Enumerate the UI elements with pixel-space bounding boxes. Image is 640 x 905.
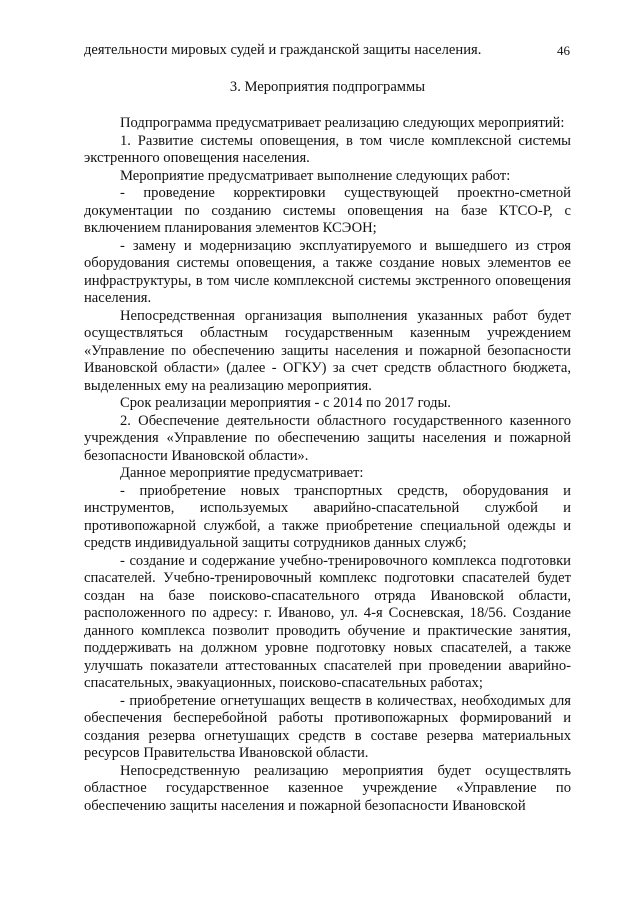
paragraph: - замену и модернизацию эксплуатируемого и вышедшего из строя оборудования системы оповещения, а также создание новых элементов ее инфраструктуры, в том числе комплексной системы экстренного оповещения населения. [84,237,571,306]
page-number: 46 [557,43,570,58]
paragraph: - приобретение новых транспортных средств, оборудования и инструментов, используемых аварийно-спасательной службой и противопожарной службой, а также приобретение специальной одежды и средств индивидуальной защиты сотрудников данных служб; [84,482,571,551]
paragraph: 2. Обеспечение деятельности областного государственного казенного учреждения «Управление по обеспечению защиты населения и пожарной безопасности Ивановской области». [84,412,571,464]
paragraph: - создание и содержание учебно-тренировочного комплекса подготовки спасателей. Учебно-тренировочный комплекс подготовки спасателей будет создан на базе поисково-спасательного отряда Ивановской области, расположенного по адресу: г. Иваново, ул. 4-я Сосневская, 18/56. Создание данного комплекса позволит проводить обучение и практические занятия, поддерживать на должном уровне подготовку новых спасателей, а также улучшать показатели аттестованных спасателей при проведении аварийно-спасательных, эвакуационных, поисково-спасательных работах; [84,552,571,691]
paragraph: - приобретение огнетушащих веществ в количествах, необходимых для обеспечения бесперебойной работы противопожарных формирований и создания резерва огнетушащих средств в составе резерва материальных ресурсов Правительства Ивановской области. [84,692,571,761]
paragraph: Данное мероприятие предусматривает: [120,465,364,481]
paragraph: - проведение корректировки существующей проектно-сметной документации по созданию системы оповещения на базе КТСО-Р, с включением планирования элементов КСЭОН; [84,185,571,236]
paragraph: 1. Развитие системы оповещения, в том числе комплексной системы экстренного оповещения населения. [84,132,571,166]
paragraph: Непосредственную реализацию мероприятия будет осуществлять областное государственное казенное учреждение «Управление по обеспечению защиты населения и пожарной безопасности Ивановской [84,762,571,814]
paragraph: Мероприятие предусматривает выполнение следующих работ: [120,167,511,184]
paragraph: Срок реализации мероприятия - с 2014 по 2017 годы. [120,395,451,411]
paragraph: Подпрограмма предусматривает реализацию следующих мероприятий: [120,115,565,131]
section-heading: 3. Мероприятия подпрограммы [229,78,426,95]
paragraph-continuation: деятельности мировых судей и гражданской защиты населения. [84,42,482,58]
paragraph: Непосредственная организация выполнения указанных работ будет осуществляться областным государственным казенным учреждением «Управление по обеспечению защиты населения и пожарной безопасности Ивановской области» (далее - ОГКУ) за счет средств областного бюджета, выделенных ему на реализацию мероприятия. [84,307,571,394]
